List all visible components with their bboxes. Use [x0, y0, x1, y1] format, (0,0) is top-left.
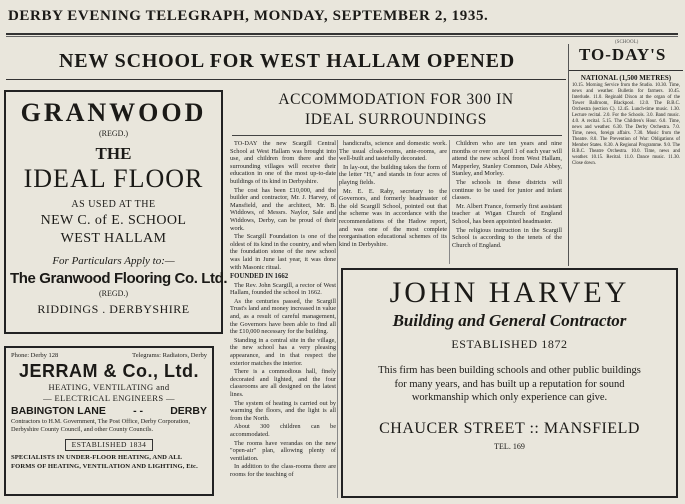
granwood-regd: (REGD.)	[98, 129, 129, 138]
article-paragraph: In lay-out, the building takes the form of the letter "H," and stands in four acres of playing fields.	[339, 163, 447, 186]
granwood-brand: GRANWOOD	[20, 98, 207, 127]
article-paragraph: The schools in these districts will continue to be used for junior and infant classes.	[452, 178, 562, 202]
todays-rule	[569, 70, 683, 71]
jerram-telegrams: Telegrams: Radiators, Derby	[132, 352, 207, 359]
article-crosshead: FOUNDED IN 1662	[230, 273, 289, 281]
masthead: DERBY EVENING TELEGRAPH, MONDAY, SEPTEMBER 2, 1935.	[8, 8, 489, 24]
article-paragraph: About 300 children can be accommodated.	[230, 423, 336, 438]
granwood-address-county: DERBYSHIRE	[109, 302, 190, 316]
article-paragraph: In addition to the class-rooms there are rooms for the teaching of	[230, 463, 336, 478]
jerram-address	[11, 404, 207, 418]
harvey-role: Building and General Contractor	[392, 311, 627, 330]
harvey-address: CHAUCER STREET :: MANSFIELD	[379, 419, 640, 437]
article-paragraph: Standing in a central site in the village, the new school has a very pleasing appearance, and in that respect the exterior matches the interior.	[230, 336, 336, 367]
granwood-the: THE	[95, 144, 132, 163]
granwood-advert	[4, 90, 228, 334]
masthead-rule-thin	[6, 36, 678, 37]
jerram-advert	[4, 346, 214, 496]
article-paragraph: As the centuries passed, the Scargill Trust's land and money increased in value and, as a result of careful management, the Governors have been able to find all the £10,000 necessary for the building.	[230, 297, 336, 336]
granwood-address-sep: .	[102, 302, 106, 316]
article-subhead	[232, 90, 560, 130]
jerram-phone: Phone: Derby 128	[11, 352, 59, 359]
granwood-ideal-floor: IDEAL FLOOR	[23, 164, 204, 193]
article-paragraph: The Scargill Foundation is one of the oldest of its kind in the country, and when the foundation stone of the new school was laid in June last year, it was done with Masonic ritual.	[230, 233, 336, 271]
article-paragraph: The rooms have verandas on the new "open-air" plan, allowing plenty of ventilation.	[230, 439, 336, 462]
harvey-telephone: TEL. 169	[494, 441, 525, 451]
granwood-regd-2: (REGD.)	[98, 289, 129, 298]
john-harvey-advert	[341, 268, 678, 498]
granwood-used-at: AS USED AT THE	[71, 199, 156, 210]
article-subhead-line-2: IDEAL SURROUNDINGS	[304, 111, 488, 128]
harvey-name: JOHN HARVEY	[389, 276, 630, 309]
jerram-contact-line	[11, 351, 207, 360]
jerram-address-street: BABINGTON LANE	[11, 405, 106, 417]
article-paragraph: Mr. Albert France, formerly first assistant teacher at Wigan Church of England School, has been appointed headmaster.	[452, 202, 562, 225]
article-column-3	[452, 140, 562, 264]
headline-rule	[6, 79, 566, 80]
jerram-trade-1: HEATING, VENTILATING and	[48, 382, 170, 392]
column-rule	[449, 140, 450, 264]
harvey-description: This firm has been building schools and other public buildings for many years, and has built up a reputation for sound workmanship which only experience can give.	[378, 365, 641, 403]
programme-listing: 10.15. Morning Service from the Studio. 10.30. Time, news and weather. Bulletin for farmers. 10.45. Interlude. 11.0. Reginald Dixon at the organ of the Tower Ballroom, Blackpool. 12.0. The B.B.C. Orchestra (section C). 12.45. Lunch-time music. 1.30. Lecture recital. 2.0. For the Schools. 3.0. Band music. 4.0. A recital. 5.15. The Children's Hour. 6.0. Time, news and weather. 6.30. The Derby Orchestra. 7.0. Time, news, foreign affairs. 7.30. Music from the Theatre. 8.0. The Prevention of War: Obligations of Member States. 8.30. A Regional Programme. 9.0. The B.B.C. Theatre Orchestra. 10.0. Time, news and weather. 10.15. Recital. 11.0. Dance music. 11.30. Close down.	[572, 83, 680, 166]
article-column-1	[230, 140, 336, 500]
main-headline: NEW SCHOOL FOR WEST HALLAM OPENED	[59, 50, 515, 72]
column-rule	[337, 140, 338, 498]
article-paragraph: Mr. E. E. Raby, secretary to the Governors, and formerly headmaster of the old Scargill School, pointed out that the scheme was in accordance with the recommendations of the Hadow report, and was one of the most complete reorganisation educational schemes of its kind in Derbyshire.	[339, 187, 447, 248]
todays-title: TO-DAY'S	[579, 45, 667, 64]
article-paragraph: There is a commodious hall, finely decorated and lighted, and the four classrooms are all designed on the latest lines.	[230, 368, 336, 398]
granwood-company: The Granwood Flooring Co. Ltd.	[10, 270, 228, 287]
masthead-rule	[6, 33, 678, 35]
article-paragraph: The religious instruction in the Scargill School is according to the tenets of the Church of England.	[452, 226, 562, 249]
jerram-address-town: DERBY	[170, 405, 207, 417]
jerram-established: ESTABLISHED 1834	[65, 439, 154, 451]
granwood-address-town: RIDDINGS	[37, 302, 99, 316]
granwood-school-name: NEW C. of E. SCHOOL	[40, 213, 187, 228]
granwood-school-place: WEST HALLAM	[60, 231, 167, 246]
article-paragraph: The cost has been £10,000, and the builder and contractor, Mr. J. Harvey, of Mansfield, and the architect, Mr. B. Widdows, of Messrs. Naylor, Sale and Widdows, Derby, can be proud of their work.	[230, 186, 336, 232]
granwood-particulars: For Particulars Apply to:—	[52, 255, 175, 267]
jerram-specialists: SPECIALISTS IN UNDER-FLOOR HEATING, AND ALL FORMS OF HEATING, VENTILATION AND LIGHTING, Etc.	[11, 454, 198, 470]
article-paragraph: The Rev. John Scargill, a rector of West Hallam, founded the school in 1662.	[230, 281, 336, 297]
todays-programmes	[568, 44, 683, 266]
article-paragraph: TO-DAY the new Scargill Central School at West Hallam was brought into use, and children from there and the surrounding villages will receive their education in one of the most up-to-date buildings of its kind in Derbyshire.	[230, 140, 336, 185]
jerram-name: JERRAM & Co., Ltd.	[19, 361, 199, 381]
article-column-2	[339, 140, 447, 264]
jerram-contractors: Contractors to H.M. Government, The Post Office, Derby Corporation, Derbyshire County Council, and other County Councils.	[11, 418, 191, 433]
national-station: NATIONAL (1,500 METRES)	[580, 74, 672, 82]
section-tag: (SCHOOL)	[615, 40, 639, 45]
jerram-address-sep: - -	[133, 405, 144, 417]
subhead-rule	[232, 135, 562, 136]
article-paragraph: handicrafts, science and domestic work. The usual cloak-rooms, ante-rooms, are well-built and tastefully decorated.	[339, 140, 447, 163]
article-paragraph: Children who are ten years and nine months or over on April 1 of each year will attend the new school from West Hallam, Mapperley, Stanley Common, Dale Abbey, Stanley, and Morley.	[452, 140, 562, 178]
granwood-address	[10, 301, 217, 317]
harvey-established: ESTABLISHED 1872	[451, 337, 568, 351]
article-paragraph: The system of heating is carried out by warming the floors, and the light is all from the North.	[230, 399, 336, 422]
article-subhead-line-1: ACCOMMODATION FOR 300 IN	[278, 91, 514, 108]
jerram-trade-2: — ELECTRICAL ENGINEERS —	[43, 393, 175, 403]
